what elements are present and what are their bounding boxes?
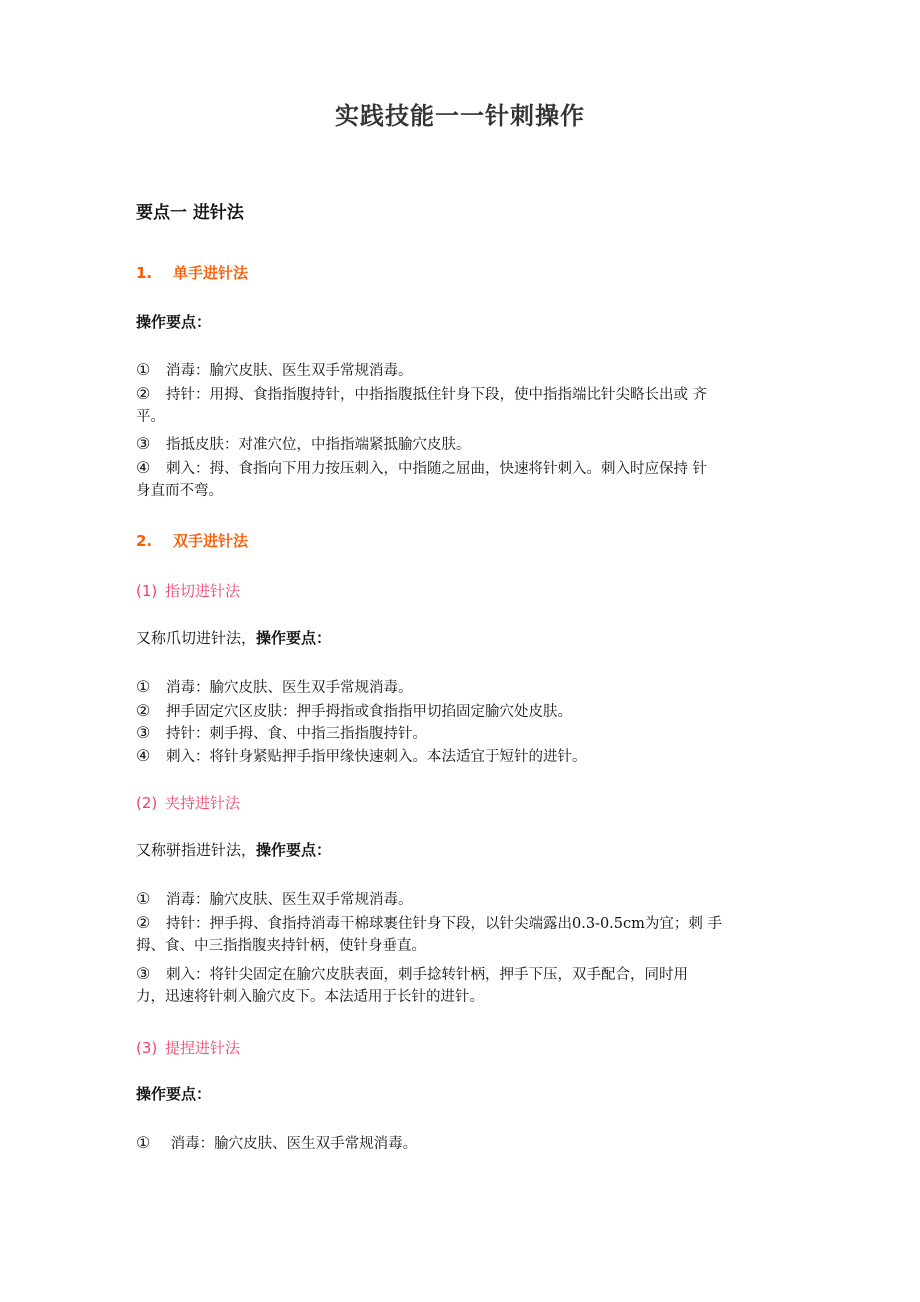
list-item [136,433,788,456]
item-text: 消毒：腧穴皮肤、医生双手常规消毒。 [166,1136,418,1152]
subsection-2-number: (2) [136,794,158,812]
item-marker: ④ [136,458,151,477]
item-marker: ② [136,913,151,932]
section-2-title: 双手进针法 [173,532,249,550]
list-item [136,888,788,911]
subsection-3-heading [136,1037,240,1058]
intro-text: 又称爪切进针法， [136,629,257,647]
subsection-2-title: 夹持进针法 [165,794,241,812]
list-item [136,912,788,957]
list-item [136,359,788,382]
item-text: 消毒：腧穴皮肤、医生双手常规消毒。 [166,892,413,908]
subsection-1-title: 指切进针法 [165,582,241,600]
item-text: 持针：用拇、食指指腹持针，中指指腹抵住针身下段，使中指指端比针尖略长出或 齐 [166,387,708,403]
item-marker: ① [136,677,151,696]
intro-text: 又称骈指进针法， [136,841,257,859]
section-1-label: 操作要点： [136,313,212,331]
list-item [136,676,788,699]
item-marker: ① [136,889,151,908]
section-2-number: 2. [136,532,153,550]
intro-label: 操作要点： [256,841,332,859]
item-text: 刺入：拇、食指向下用力按压刺入，中指随之屈曲，快速将针刺入。刺入时应保持 针 [166,461,708,477]
list-item [136,1132,788,1155]
item-marker: ③ [136,434,151,453]
item-text: 消毒：腧穴皮肤、医生双手常规消毒。 [166,363,413,379]
subsection-3-label: 操作要点： [136,1085,212,1103]
list-item [136,383,788,428]
item-text: 持针：刺手拇、食、中指三指指腹持针。 [166,726,427,742]
list-item [136,745,788,768]
subsection-2-heading [136,792,240,813]
list-item [136,963,788,1008]
item-text-continued: 身直而不弯。 [136,483,223,499]
item-marker: ③ [136,964,151,983]
item-marker: ① [136,1133,151,1152]
item-marker: ④ [136,746,151,765]
section-1-title: 单手进针法 [173,264,249,282]
section-2-heading [136,530,248,551]
item-text: 指抵皮肤：对准穴位，中指指端紧抵腧穴皮肤。 [166,437,471,453]
subsection-3-title: 提捏进针法 [165,1039,241,1057]
item-text: 刺入：将针尖固定在腧穴皮肤表面，刺手捻转针柄，押手下压，双手配合，同时用 [166,967,688,983]
heading-key-point-1: 要点一 进针法 [136,203,244,223]
item-marker: ① [136,360,151,379]
item-text-continued: 力，迅速将针刺入腧穴皮下。本法适用于长针的进针。 [136,989,484,1005]
item-text-continued: 平。 [136,409,165,425]
item-marker: ③ [136,723,151,742]
list-item [136,700,788,723]
list-item [136,722,788,745]
subsection-2-intro [136,839,331,860]
item-text: 押手固定穴区皮肤：押手拇指或食指指甲切掐固定腧穴处皮肤。 [166,704,572,720]
subsection-1-heading [136,580,240,601]
item-text-continued: 拇、食、中三指指腹夹持针柄，使针身垂直。 [136,938,426,954]
subsection-1-intro [136,627,331,648]
page-title: 实践技能一一针刺操作 [335,102,585,130]
section-1-number: 1. [136,264,153,282]
item-text: 持针：押手拇、食指持消毒干棉球裹住针身下段，以针尖端露出0.3-0.5cm为宜；刺 手 [166,916,722,932]
intro-label: 操作要点： [256,629,332,647]
item-text: 消毒：腧穴皮肤、医生双手常规消毒。 [166,680,413,696]
item-marker: ② [136,384,151,403]
section-1-heading [136,262,248,283]
subsection-3-number: (3) [136,1039,158,1057]
item-text: 刺入：将针身紧贴押手指甲缘快速刺入。本法适宜于短针的进针。 [166,749,587,765]
item-marker: ② [136,701,151,720]
list-item [136,457,788,502]
subsection-1-number: (1) [136,582,158,600]
